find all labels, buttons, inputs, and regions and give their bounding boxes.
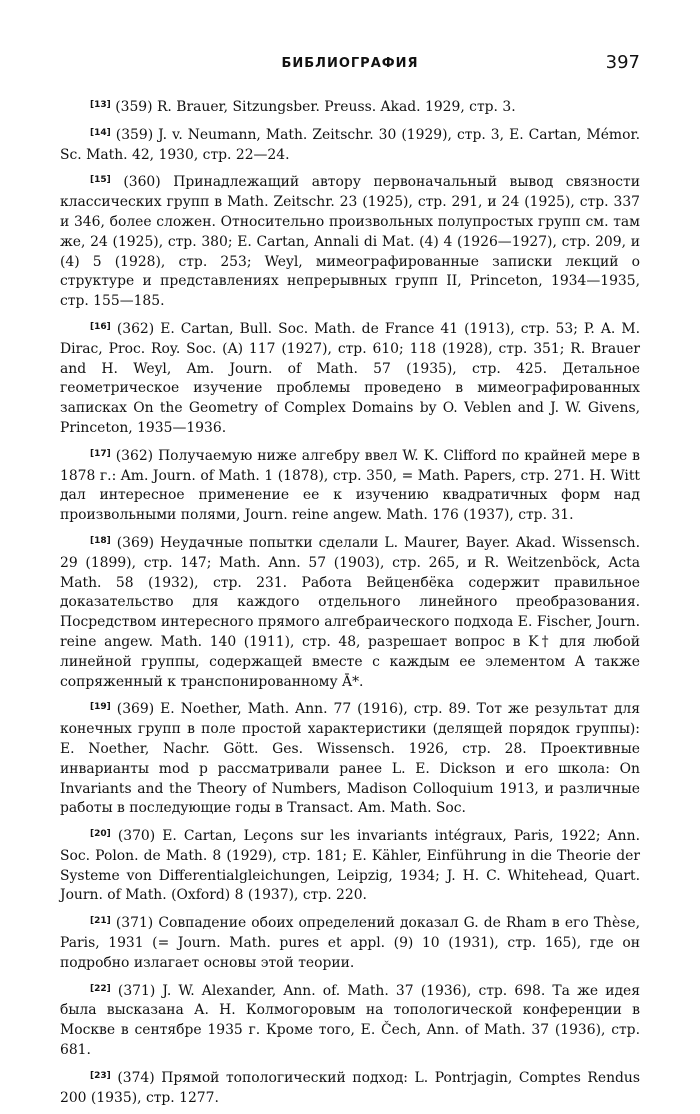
reference-text: (369) Неудачные попытки сделали L. Maurer, Bayer. Akad. Wissensch. 29 (1899), стр. 147; Math. Ann. 57 (1903), стр. 265, и R. Weitzenböck, Acta Math. 58 (1932), стр. 231. Работа Вейценбёка содержит правильное доказательство для каждого отдельного линейного преобразования. Посредством интересного прямого алгебраического подхода E. Fischer, Journ. reine angew. Math. 140 (1911), стр. 48, разрешает вопрос в K† для любой линейной группы, содержащей вместе с каждым ее элементом A также сопряженный к транспонированному Ā*. bbox=[60, 534, 640, 690]
reference-text: (371) J. W. Alexander, Ann. of. Math. 37 (1936), стр. 698. Та же идея была высказана А. Н. Колмогоровым на топологической конференции в Москве в сентябре 1935 г. Кроме того, E. Čech, Ann. of Math. 37 (1936), стр. 681. bbox=[60, 982, 640, 1059]
reference-16 bbox=[60, 318, 640, 439]
reference-17 bbox=[60, 445, 640, 526]
page-header bbox=[60, 52, 640, 76]
reference-22 bbox=[60, 980, 640, 1061]
reference-text: (359) J. v. Neumann, Math. Zeitschr. 30 (1929), стр. 3, E. Cartan, Mémor. Sc. Math. 42, 1930, стр. 22—24. bbox=[60, 126, 640, 163]
running-title: БИБЛИОГРАФИЯ bbox=[281, 56, 419, 71]
reference-number: [13] bbox=[90, 100, 111, 110]
reference-text: (359) R. Brauer, Sitzungsber. Preuss. Akad. 1929, стр. 3. bbox=[115, 99, 516, 115]
reference-number: [19] bbox=[90, 702, 111, 713]
reference-20 bbox=[60, 825, 640, 906]
reference-23 bbox=[60, 1067, 640, 1109]
reference-number: [20] bbox=[90, 829, 111, 840]
reference-21 bbox=[60, 912, 640, 973]
reference-text: (370) E. Cartan, Leçons sur les invariants intégraux, Paris, 1922; Ann. Soc. Polon. de Math. 8 (1929), стр. 181; E. Kähler, Einführung in die Theorie der Systeme von Differentialgleichungen, Leipzig, 1934; J. H. C. Whitehead, Quart. Journ. of Math. (Oxford) 8 (1937), стр. 220. bbox=[60, 828, 640, 904]
reference-number: [23] bbox=[90, 1070, 111, 1081]
reference-15 bbox=[60, 171, 640, 312]
reference-text: (362) E. Cartan, Bull. Soc. Math. de France 41 (1913), стр. 53; P. A. M. Dirac, Proc. Roy. Soc. (A) 117 (1927), стр. 610; 118 (1928), стр. 351; R. Brauer and H. Weyl, Am. Journ. of Math. 57 (1935), стр. 425. Детальное геометрическое изучение проблемы проведено в мимеографированных записках On the Geometry of Complex Domains by O. Veblen and J. W. Givens, Princeton, 1935—1936. bbox=[60, 320, 641, 436]
reference-number: [15] bbox=[90, 175, 111, 186]
reference-18 bbox=[60, 532, 640, 692]
reference-number: [22] bbox=[90, 983, 111, 994]
reference-number: [17] bbox=[90, 448, 111, 459]
reference-14 bbox=[60, 124, 640, 166]
reference-text: (362) Получаемую ниже алгебру ввел W. K. Clifford по крайней мере в 1878 г.: Am. Journ. of Math. 1 (1878), стр. 350, = Math. Papers, стр. 271. H. Witt дал интересное применение ее к изучению квадратичных форм над произвольными полями, Journ. reine angew. Math. 176 (1937), стр. 31. bbox=[60, 447, 640, 524]
reference-13 bbox=[60, 96, 640, 118]
reference-number: [14] bbox=[90, 127, 111, 138]
reference-text: (371) Совпадение обоих определений доказал G. de Rham в его Thèse, Paris, 1931 (= Journ. Math. pures et appl. (9) 10 (1931), стр. 165), где он подробно излагает основы этой теории. bbox=[60, 915, 640, 971]
page-number: 397 bbox=[605, 52, 640, 73]
bibliography-list bbox=[60, 96, 640, 1114]
reference-text: (374) Прямой топологический подход: L. Pontrjagin, Comptes Rendus 200 (1935), стр. 1277. bbox=[60, 1069, 640, 1106]
reference-text: (369) E. Noether, Math. Ann. 77 (1916), стр. 89. Тот же результат для конечных групп в поле простой характеристики (делящей порядок группы): E. Noether, Nachr. Gött. Ges. Wissensch. 1926, стр. 28. Проективные инварианты mod p рассматривали ранее L. E. Dickson и его школа: On Invariants and the Theory of Numbers, Madison Colloquium 1913, и различные работы в последующие годы в Transact. Am. Math. Soc. bbox=[60, 701, 641, 817]
reference-number: [21] bbox=[90, 916, 111, 927]
reference-number: [18] bbox=[90, 535, 111, 546]
reference-19 bbox=[60, 698, 640, 819]
reference-number: [16] bbox=[90, 321, 111, 332]
reference-text: (360) Принадлежащий автору первоначальный вывод связности классических групп в Math. Zeitschr. 23 (1925), стр. 291, и 24 (1925), стр. 337 и 346, более сложен. Относительно произвольных полупростых групп см. там же, 24 (1925), стр. 380; E. Cartan, Annali di Mat. (4) 4 (1926—1927), стр. 209, и (4) 5 (1928), стр. 253; Weyl, мимеографированные записки лекций о структуре и представлениях непрерывных групп II, Princeton, 1934—1935, стр. 155—185. bbox=[60, 174, 640, 310]
